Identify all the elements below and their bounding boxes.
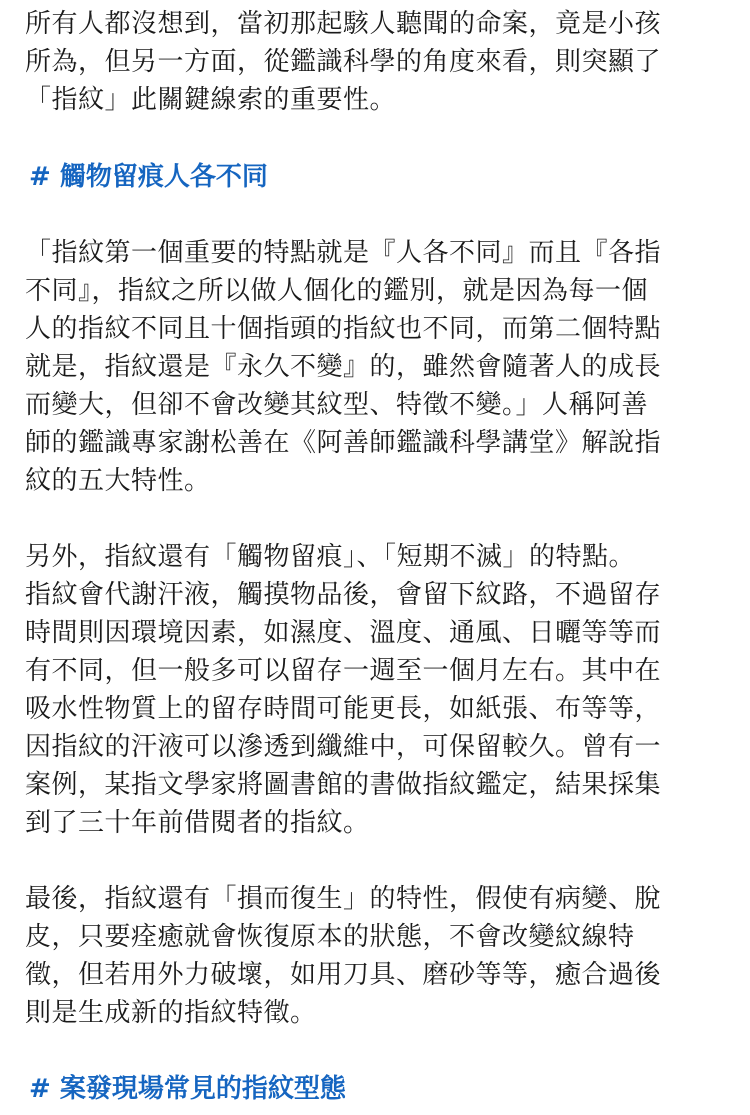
paragraph-fingerprint-features <box>25 234 661 500</box>
text-line: 有不同，但一般多可以留存一週至一個月左右。其中在 <box>25 656 662 686</box>
text-line: 紋的五大特性。 <box>25 466 211 496</box>
section-heading-touch-trace[interactable]: # 觸物留痕人各不同 <box>29 162 268 192</box>
text-line: 所有人都沒想到，當初那起駭人聽聞的命案，竟是小孩 <box>25 9 662 39</box>
text-line: 指紋會代謝汗液，觸摸物品後，會留下紋路，不過留存 <box>25 580 662 610</box>
text-line: 「指紋」此關鍵線索的重要性。 <box>25 85 397 115</box>
text-line: 案例，某指文學家將圖書館的書做指紋鑑定，結果採集 <box>25 770 662 800</box>
text-line: 人的指紋不同且十個指頭的指紋也不同，而第二個特點 <box>25 314 662 344</box>
text-line: 而變大，但卻不會改變其紋型、特徵不變。」人稱阿善 <box>25 390 649 420</box>
text-line: 師的鑑識專家謝松善在《阿善師鑑識科學講堂》解說指 <box>25 428 662 458</box>
text-line: 最後，指紋還有「損而復生」的特性，假使有病變、脫 <box>25 884 662 914</box>
text-line: 則是生成新的指紋特徵。 <box>25 998 317 1028</box>
text-line: 所為，但另一方面，從鑑識科學的角度來看，則突顯了 <box>25 47 662 77</box>
text-line: 不同』，指紋之所以做人個化的鑑別，就是因為每一個 <box>25 276 649 306</box>
text-line: 就是，指紋還是『永久不變』的，雖然會隨著人的成長 <box>25 352 662 382</box>
paragraph-intro <box>25 5 661 119</box>
text-line: 「指紋第一個重要的特點就是『人各不同』而且『各指 <box>25 238 662 268</box>
text-line: 吸水性物質上的留存時間可能更長，如紙張、布等等， <box>25 694 662 724</box>
text-line: 皮，只要痊癒就會恢復原本的狀態，不會改變紋線特 <box>25 922 635 952</box>
paragraph-trace-persistence <box>25 538 661 842</box>
text-line: 時間則因環境因素，如濕度、溫度、通風、日曬等等而 <box>25 618 662 648</box>
text-line: 徵，但若用外力破壞，如用刀具、磨砂等等，癒合過後 <box>25 960 662 990</box>
paragraph-regeneration <box>25 880 661 1032</box>
section-heading-crime-scene-patterns[interactable]: # 案發現場常見的指紋型態 <box>29 1074 346 1104</box>
text-line: 到了三十年前借閱者的指紋。 <box>25 808 370 838</box>
text-line: 另外，指紋還有「觸物留痕」、「短期不滅」的特點。 <box>25 542 636 572</box>
text-line: 因指紋的汗液可以滲透到纖維中，可保留較久。曾有一 <box>25 732 662 762</box>
